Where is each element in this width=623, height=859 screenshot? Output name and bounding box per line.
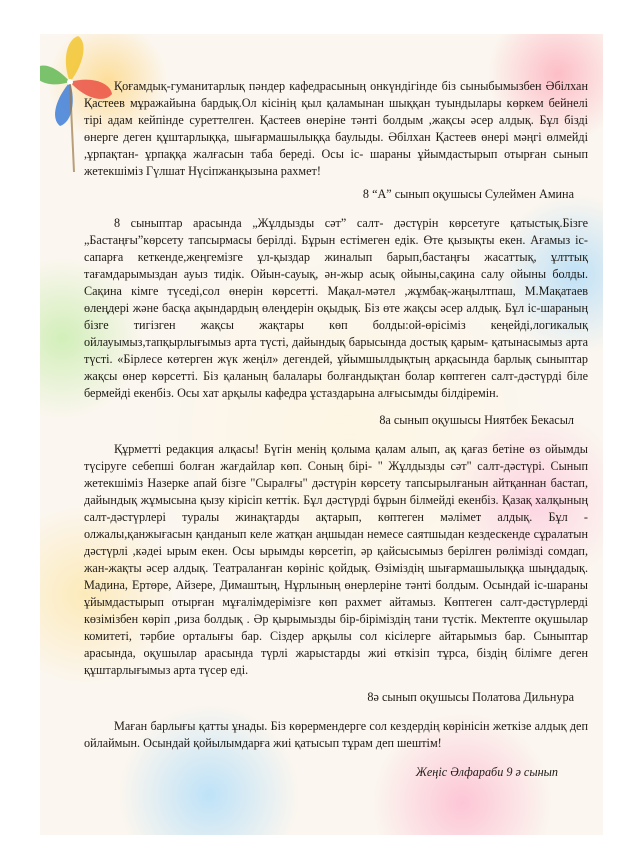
document-page — [40, 34, 603, 835]
signature-4: Жеңіс Әлфараби 9 ә сынып — [415, 765, 558, 779]
paragraph-1: Қоғамдық-гуманитарлық пәндер кафедрасының онкүндігінде біз сыныбымызбен Әбілхан Қастеев мұражайына бардық.Ол кісінің қыл қаламынан шыққан туындылары көркем бейнелі тірі адам кейпінде суреттелген. Қастеев өнеріне тәнті болдым ,жақсы әсер алдық. Бұл бізді өнерге деген құштарлыққа, шығармашылыққа баулыды. Әбілхан Қастеев өнері мәңгі өлмейді ,ұрпақтан- ұрпаққа жалғасын таба береді. Осы іс- шараны ұйымдастырып отырған сынып жетекшіміз Гүлшат Нүсіпжанқызына рахмет! — [84, 79, 588, 178]
article-body — [84, 78, 588, 793]
paragraph-2: 8 сыныптар арасында „Жұлдызды сәт” салт- дәстүрін көрсетуге қатыстық.Бізге „Бастаңғы”көрсету тапсырмасы берілді. Бұрын естімеген едік. Өте қызықты екен. Ағамыз іс-сапарға кеткенде,жеңгемізге ұл-қыздар жиналып барып,бастаңғы жасаттық, ұлттық тағамдарымыздан ауыз тидік. Ойын-сауық, ән-жыр асық ойыны,сақина салу ойыны болды. Сақина кімге түседі,сол өнерін көрсетті. Мақал-мәтел ,жұмбақ-жаңылтпаш, М.Мақатаев өлеңдері және басқа ақындардың өлеңдерін оқыдық. Біз өте жақсы әсер алдық. Бұл іс-шараның бізге тигізген жақсы жақтары көп болды:ой-өрісіміз кеңейді,логикалық ойлауымыз,тапқырлығымыз арта түсті, дайындық барысында достық қарым- қатынасымыз арта түсті. «Бірлесе көтерген жүк жеңіл» дегендей, ұйымшылдықтың арқасында барлық сыныптар жақсы өнер көрсетті. Біз қаланың балалары болғандықтан болар көптеген салт-дәстүрді біле бермейді екенбіз. Осы хат арқылы кафедра ұстаздарына алғысымды білдіремін. — [84, 216, 588, 400]
paragraph-3: Құрметті редакция алқасы! Бүгін менің қолыма қалам алып, ақ қағаз бетіне өз ойымды түсіруге себепші болған жағдайлар көп. Соның бірі- " Жұлдызды сәт" салт-дәстүрі. Сынып жетекшіміз Назерке апай бізге "Сыралғы" дәстүрін көрсету тапсырылғанын айтқаннан бастап, дайындық жұмысына қызу кірісіп кеттік. Бұл дәстүрді бұрын білмейді екенбіз. Қазақ халқының салт-дәстүрлері туралы жинақтарды ақтарып, көптеген мәлімет алдық. Бұл - олжалы,қанжығасын қанданып келе жатқан аңшыдан немесе саятшыдан кездескенде сұралатын дәстүрлі ,кәдеі ырым екен. Осы ырымды көрсетіп, әр қайсысымыз берілген рөлімізді сомдап, жан-жақты әсер алдық. Театраланған көрініс қойдық. Өзіміздің шығармашылыққа шыңдадық. Мадина, Ертөре, Айзере, Димаштың, Нұрлының өнерлеріне тәнті болдым. Осындай іс-шараны ұйымдастырып отырған мұғалімдерімізге көп рахмет айтамыз. Көптеген салт-дәстүрлерді көзімізбен көріп ,риза болдық . Әр қырымызды бір-біріміздің тани түстік. Мектепте оқушылар комитеті, тәрбие орталығы бар. Сіздер арқылы сол кісілерге айтарымыз бар. Сыныптар арасында, оқушылар арасында түрлі жарыстарды жиі өткізіп тұрса, біздің білімге деген құштарлығымыз арта түсер еді. — [84, 442, 588, 677]
signature-2: 8а сынып оқушысы Ниятбек Бекасыл — [379, 413, 574, 427]
signature-3: 8ә сынып оқушысы Полатова Дильнура — [367, 690, 574, 704]
signature-1: 8 “А” сынып оқушысы Сулеймен Амина — [362, 187, 574, 201]
paragraph-4: Маған барлығы қатты ұнады. Біз көрермендерге сол кездердің көрінісін жеткізе алдық деп ойлаймын. Осындай қойылымдарға жиі қатысып тұрам деп шештім! — [84, 719, 588, 750]
